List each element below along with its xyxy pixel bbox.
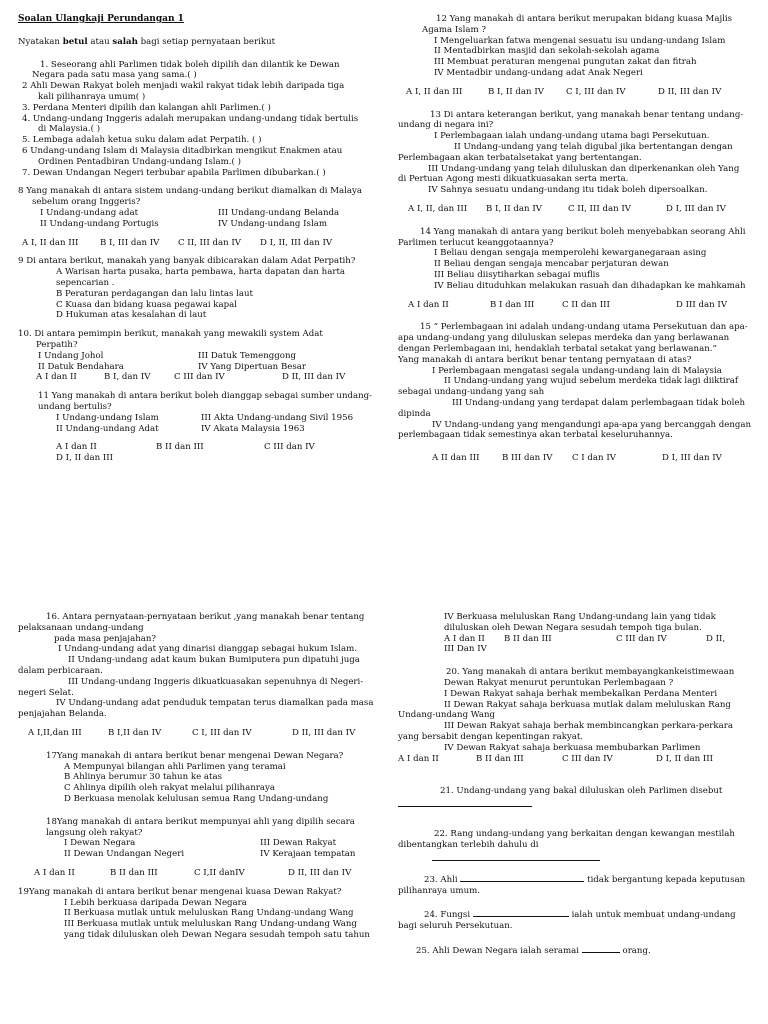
option-a: A I,II,dan III: [28, 727, 82, 738]
item: II Undang-undang Adat: [56, 423, 159, 434]
option-d: D I, II dan III: [656, 753, 714, 764]
option-c: C I,II danIV: [194, 867, 245, 878]
question-22: [398, 829, 752, 861]
item: IV Sahnya sesuatu undang-undang itu tidak boleh dipersoalkan.: [428, 185, 708, 196]
option-b: B II dan III: [504, 633, 552, 644]
question-stem: 18Yang manakah di antara berikut mempunyai ahli yang dipilih secara: [46, 816, 355, 827]
option-c: C I dan IV: [572, 453, 616, 464]
item: Undang-undang Wang: [398, 710, 496, 721]
question-stem: tidak bergantung kepada keputusan: [587, 874, 746, 885]
option-d: D II, III dan IV: [282, 372, 346, 383]
option-b: B I,II dan IV: [108, 727, 162, 738]
answer-blank[interactable]: [473, 908, 569, 917]
question-stem: 24. Fungsi: [424, 910, 471, 921]
item: IV Berkuasa meluluskan Rang Undang-undang lain yang tidak: [444, 612, 716, 622]
option-d: D II, III dan IV: [658, 86, 722, 97]
item: I Undang-undang Islam: [56, 412, 159, 423]
question-24: [398, 908, 752, 932]
question-19-continued: [398, 612, 752, 655]
option-d: D II, III dan IV: [288, 867, 352, 878]
item: I Perlembagaan ialah undang-undang utama bagi Persekutuan.: [434, 131, 710, 142]
option-a: A I, II, dan III: [408, 203, 468, 214]
question-stem: 8 Yang manakah di antara sistem undang-undang berikut diamalkan di Malaya: [18, 186, 363, 197]
question-stem: Parlimen terlucut keanggotaannya?: [398, 237, 554, 248]
item: II Datuk Bendahara: [38, 361, 124, 372]
question-stem: 23. Ahli: [424, 874, 458, 885]
question-stem: Yang manakah di antara berikut benar tentang pernyataan di atas?: [398, 354, 692, 365]
question-21: [398, 786, 752, 807]
item: III Datuk Temenggong: [198, 350, 296, 361]
item: perlembagaan tidak semestinya akan terbatal keseluruhannya.: [398, 430, 673, 441]
column-top-right: [398, 14, 752, 464]
tf-line: 6 Undang-undang Islam di Malaysia ditadbirkan mengikut Enakmen atau: [22, 145, 343, 156]
question-stem: 16. Antara pernyataan-pernyataan berikut ,yang manakah benar tentang: [46, 612, 365, 622]
question-14: [398, 227, 752, 311]
option-b: B I dan III: [490, 299, 535, 310]
question-stem: Agama Islam ?: [422, 24, 486, 35]
item: III Dewan Rakyat: [260, 838, 337, 849]
item: III Undang-undang Inggeris dikuatkuasakan sepenuhnya di Negeri-: [68, 676, 364, 687]
option-b: B I, II dan IV: [486, 203, 542, 214]
item: penjajahan Belanda.: [18, 709, 107, 720]
question-stem: sebelum orang Inggeris?: [32, 197, 141, 208]
tf-line: 3. Perdana Menteri dipilih dan kalangan ahli Parlimen.( ): [22, 102, 271, 113]
tf-line: 1. Seseorang ahli Parlimen tidak boleh dipilih dan dilantik ke Dewan: [40, 59, 340, 70]
item: III Membuat peraturan mengenai pungutan zakat dan fitrah: [434, 57, 697, 68]
answer-blank[interactable]: [398, 797, 532, 807]
item: I Mengeluarkan fatwa mengenai sesuatu isu undang-undang Islam: [434, 35, 726, 46]
question-stem: 15 “ Perlembagaan ini adalah undang-undang utama Persekutuan dan apa-: [420, 322, 748, 333]
item: III Dewan Rakyat sahaja berhak membincangkan perkara-perkara: [444, 721, 733, 732]
option-a: A Mempunyai bilangan ahli Parlimen yang teramai: [64, 761, 286, 772]
item: Perlembagaan akan terbatalsetakat yang bertentangan.: [398, 152, 642, 163]
item: II Undang-undang Portugis: [40, 218, 159, 229]
item: IV Kerajaan tempatan: [260, 849, 356, 860]
option-d: D I, II dan III: [56, 453, 114, 464]
question-stem: 10. Di antara pemimpin berikut, manakah yang mewakili system Adat: [18, 329, 323, 340]
item: dalam perbicaraan.: [18, 665, 103, 676]
item: I Undang-undang adat: [40, 207, 139, 218]
option-b: B II dan III: [476, 753, 524, 764]
item: IV Mentadbir undang-undang adat Anak Negeri: [434, 67, 643, 78]
option-b: B III dan IV: [502, 453, 553, 464]
item: II Dewan Rakyat sahaja berkuasa mutlak dalam meluluskan Rang: [444, 699, 731, 710]
option-c: C Ahlinya dipilih oleh rakyat melalui pilihanraya: [64, 783, 275, 794]
item: IV Undang-undang Islam: [218, 218, 327, 229]
item: diluluskan oleh Dewan Negara sesudah tempoh tiga bulan.: [444, 622, 702, 633]
option-a: A I dan II: [398, 753, 439, 764]
question-11: [18, 391, 373, 464]
worksheet-title: Soalan Ulangkaji Perundangan 1: [18, 14, 184, 24]
answer-blank[interactable]: [460, 873, 584, 882]
option-d: D Hukuman atas kesalahan di laut: [56, 310, 207, 321]
item: dipinda: [398, 408, 431, 419]
option-c: C II dan III: [562, 299, 610, 310]
column-bottom-left: [18, 612, 374, 941]
tf-line: kali pilihanraya umum( ): [38, 91, 146, 102]
item: IV Dewan Rakyat sahaja berkuasa membubarkan Parlimen: [444, 742, 701, 753]
item: II Undang-undang adat kaum bukan Bumiputera pun dipatuhi juga: [68, 655, 360, 666]
item: II Dewan Undangan Negeri: [64, 849, 185, 860]
tf-line: 2 Ahli Dewan Rakyat boleh menjadi wakil rakyat tidak lebih daripada tiga: [22, 81, 345, 92]
question-stem: undang di negara ini?: [398, 120, 494, 131]
item: IV Beliau dituduhkan melakukan rasuah dan dihadapkan ke mahkamah: [434, 280, 746, 291]
option-a: A I dan II: [34, 867, 75, 878]
item: IV Yang Dipertuan Besar: [198, 361, 306, 372]
option-b: B II dan III: [156, 442, 204, 453]
question-9: [18, 256, 370, 321]
item: IV Akata Malaysia 1963: [201, 423, 305, 434]
item: negeri Selat.: [18, 687, 74, 698]
item: IV Undang-undang yang mengandungi apa-apa yang bercanggah dengan: [432, 419, 752, 430]
option-a-cont: sepencarian .: [56, 277, 115, 288]
question-stem: dengan Perlembagaan ini, hendaklah terbatal setakat yang berlawanan.”: [398, 343, 717, 354]
item: I Undang Johol: [38, 350, 104, 361]
option-a: A I dan II: [36, 372, 77, 383]
option-b: B Ahlinya berumur 30 tahun ke atas: [64, 772, 222, 783]
item: I Beliau dengan sengaja memperolehi kewarganegaraan asing: [434, 248, 707, 259]
item: II Undang-undang yang telah digubal jika bertentangan dengan: [454, 141, 733, 152]
question-stem: 20. Yang manakah di antara berikut membayangkankeistimewaan: [446, 667, 735, 678]
question-stem: 13 Di antara keterangan berikut, yang manakah benar tentang undang-: [430, 109, 744, 120]
option-d: D I, III dan IV: [662, 453, 722, 464]
tf-line: Ordinen Pentadbiran Undang-undang Islam.( ): [38, 156, 241, 167]
question-13: [398, 110, 752, 215]
column-bottom-right: [398, 612, 752, 957]
question-stem: langsung oleh rakyat?: [46, 827, 143, 838]
option-d-cont: III Dan IV: [444, 644, 487, 655]
question-stem: 19Yang manakah di antara berikut benar mengenai kuasa Dewan Rakyat?: [18, 886, 342, 897]
option-b: B II dan III: [110, 867, 158, 878]
question-17: [18, 751, 370, 805]
item: sebagai undang-undang yang sah: [398, 387, 545, 398]
instruction: Nyatakan betul atau salah bagi setiap pernyataan berikut: [18, 36, 276, 47]
option-a: A I dan II: [408, 299, 449, 310]
tf-line: 5. Lembaga adalah ketua suku dalam adat Perpatih. ( ): [22, 135, 262, 146]
question-stem: pada masa penjajahan?: [54, 633, 157, 644]
option-a: A I, II dan III: [22, 237, 79, 248]
tf-line: Negara pada satu masa yang sama.( ): [32, 70, 197, 81]
item: III Undang-undang Belanda: [218, 207, 340, 218]
item: I Dewan Negara: [64, 838, 136, 849]
item: II Mentadbirkan masjid dan sekolah-sekolah agama: [434, 46, 660, 57]
item: III Berkuasa mutlak untuk meluluskan Rang Undang-undang Wang: [64, 919, 357, 930]
item: yang tidak diluluskan oleh Dewan Negara sesudah tempoh satu tahun: [64, 929, 370, 940]
question-stem: 25. Ahli Dewan Negara ialah seramai: [416, 945, 580, 956]
question-15: [398, 322, 752, 464]
option-c: C II, III dan IV: [568, 203, 631, 214]
item: II Undang-undang yang wujud sebelum merdeka tidak lagi diiktiraf: [444, 376, 739, 387]
question-stem: 12 Yang manakah di antara berikut merupakan bidang kuasa Majlis: [436, 14, 733, 24]
item: yang bersabit dengan kepentingan rakyat.: [398, 731, 584, 742]
item: II Beliau dengan sengaja mencabar perjaturan dewan: [434, 259, 669, 270]
option-b: B I, II dan IV: [488, 86, 544, 97]
question-stem: 9 Di antara berikut, manakah yang banyak dibicarakan dalam Adat Perpatih?: [18, 256, 356, 267]
item: III Akta Undang-undang Sivil 1956: [201, 412, 354, 423]
question-18: [18, 817, 370, 879]
item: III Undang-undang yang terdapat dalam perlembagaan tidak boleh: [452, 397, 746, 408]
question-stem: apa undang-undang yang diluluskan selepas merdeka dan yang berlawanan: [398, 333, 730, 344]
item: I Lebih berkuasa daripada Dewan Negara: [64, 897, 247, 908]
question-stem: pilihanraya umum.: [398, 885, 480, 896]
option-d: D Berkuasa menolak kelulusan semua Rang Undang-undang: [64, 793, 329, 804]
question-stem: dibentangkan terlebih dahulu di: [398, 839, 539, 850]
tf-line: 7. Dewan Undangan Negeri terbubar apabila Parlimen dibubarkan.( ): [22, 167, 326, 178]
option-d: D III dan IV: [676, 299, 728, 310]
option-c: C Kuasa dan bidang kuasa pegawai kapal: [56, 299, 238, 310]
tf-line: 4. Undang-undang Inggeris adalah merupakan undang-undang tidak bertulis: [22, 113, 359, 124]
question-stem: orang.: [622, 945, 651, 956]
item: IV Undang-undang adat penduduk tempatan terus diamalkan pada masa: [56, 698, 374, 709]
option-a: A I, II dan III: [406, 86, 463, 97]
question-8: [18, 186, 370, 248]
item: III Undang-undang yang telah diluluskan dan diperkenankan oleh Yang: [428, 163, 740, 174]
question-stem: 17Yang manakah di antara berikut benar mengenai Dewan Negara?: [46, 750, 344, 761]
option-d: D I, III dan IV: [666, 203, 726, 214]
option-a: A II dan III: [432, 453, 480, 464]
answer-blank[interactable]: [582, 944, 620, 953]
question-12: [398, 14, 752, 98]
question-stem: 22. Rang undang-undang yang berkaitan dengan kewangan mestilah: [434, 829, 735, 840]
question-stem: 14 Yang manakah di antara yang berikut boleh menyebabkan seorang Ahli: [420, 226, 746, 237]
option-d: D II, III dan IV: [292, 727, 356, 738]
item: II Berkuasa mutlak untuk meluluskan Rang Undang-undang Wang: [64, 908, 354, 919]
option-a: A I dan II: [56, 442, 97, 453]
option-a: A I dan II: [444, 633, 485, 644]
option-a: A Warisan harta pusaka, harta pembawa, harta dapatan dan harta: [56, 267, 346, 278]
option-b: B I, III dan IV: [100, 237, 160, 248]
question-stem: 11 Yang manakah di antara berikut boleh dianggap sebagai sumber undang-: [38, 391, 373, 402]
option-c: C I, III dan IV: [566, 86, 626, 97]
item: I Undang-undang adat yang dinarisi dianggap sebagai hukum Islam.: [58, 644, 358, 655]
option-c: C III dan IV: [264, 442, 315, 453]
question-stem: ialah untuk membuat undang-undang: [571, 910, 736, 921]
option-d: D I, II, III dan IV: [260, 237, 333, 248]
question-stem: 21. Undang-undang yang bakal diluluskan oleh Parlimen disebut: [440, 786, 723, 797]
question-16: [18, 612, 374, 739]
question-23: [398, 873, 752, 897]
option-c: C III dan IV: [616, 633, 667, 644]
question-20: [398, 667, 752, 764]
question-stem: undang bertulis?: [38, 401, 112, 412]
tf-line: di Malaysia.( ): [38, 124, 101, 135]
answer-blank[interactable]: [432, 851, 600, 861]
question-19: [18, 887, 370, 941]
option-b: B Peraturan perdagangan dan lalu lintas laut: [56, 288, 254, 299]
question-stem: bagi seluruh Persekutuan.: [398, 921, 513, 932]
question-stem: Perpatih?: [36, 339, 78, 350]
item: di Pertuan Agong mesti dikuatkuasakan serta merta.: [398, 174, 629, 185]
true-false-section: [18, 60, 370, 179]
question-stem: pelaksanaan undang-undang: [18, 622, 144, 633]
option-d: D II,: [706, 633, 726, 644]
question-10: [18, 329, 370, 383]
column-top-left: [18, 14, 373, 464]
item: I Dewan Rakyat sahaja berhak membekalkan Perdana Menteri: [444, 688, 718, 699]
question-stem: Dewan Rakyat menurut peruntukan Perlembagaan ?: [444, 677, 674, 688]
option-c: C III dan IV: [174, 372, 225, 383]
option-c: C I, III dan IV: [192, 727, 252, 738]
option-c: C III dan IV: [562, 753, 613, 764]
item: I Perlembagaan mengatasi segala undang-undang lain di Malaysia: [432, 365, 722, 376]
option-c: C II, III dan IV: [178, 237, 241, 248]
question-25: [398, 944, 752, 957]
option-b: B I, dan IV: [104, 372, 151, 383]
item: III Beliau diisytiharkan sebagai muflis: [434, 269, 600, 280]
